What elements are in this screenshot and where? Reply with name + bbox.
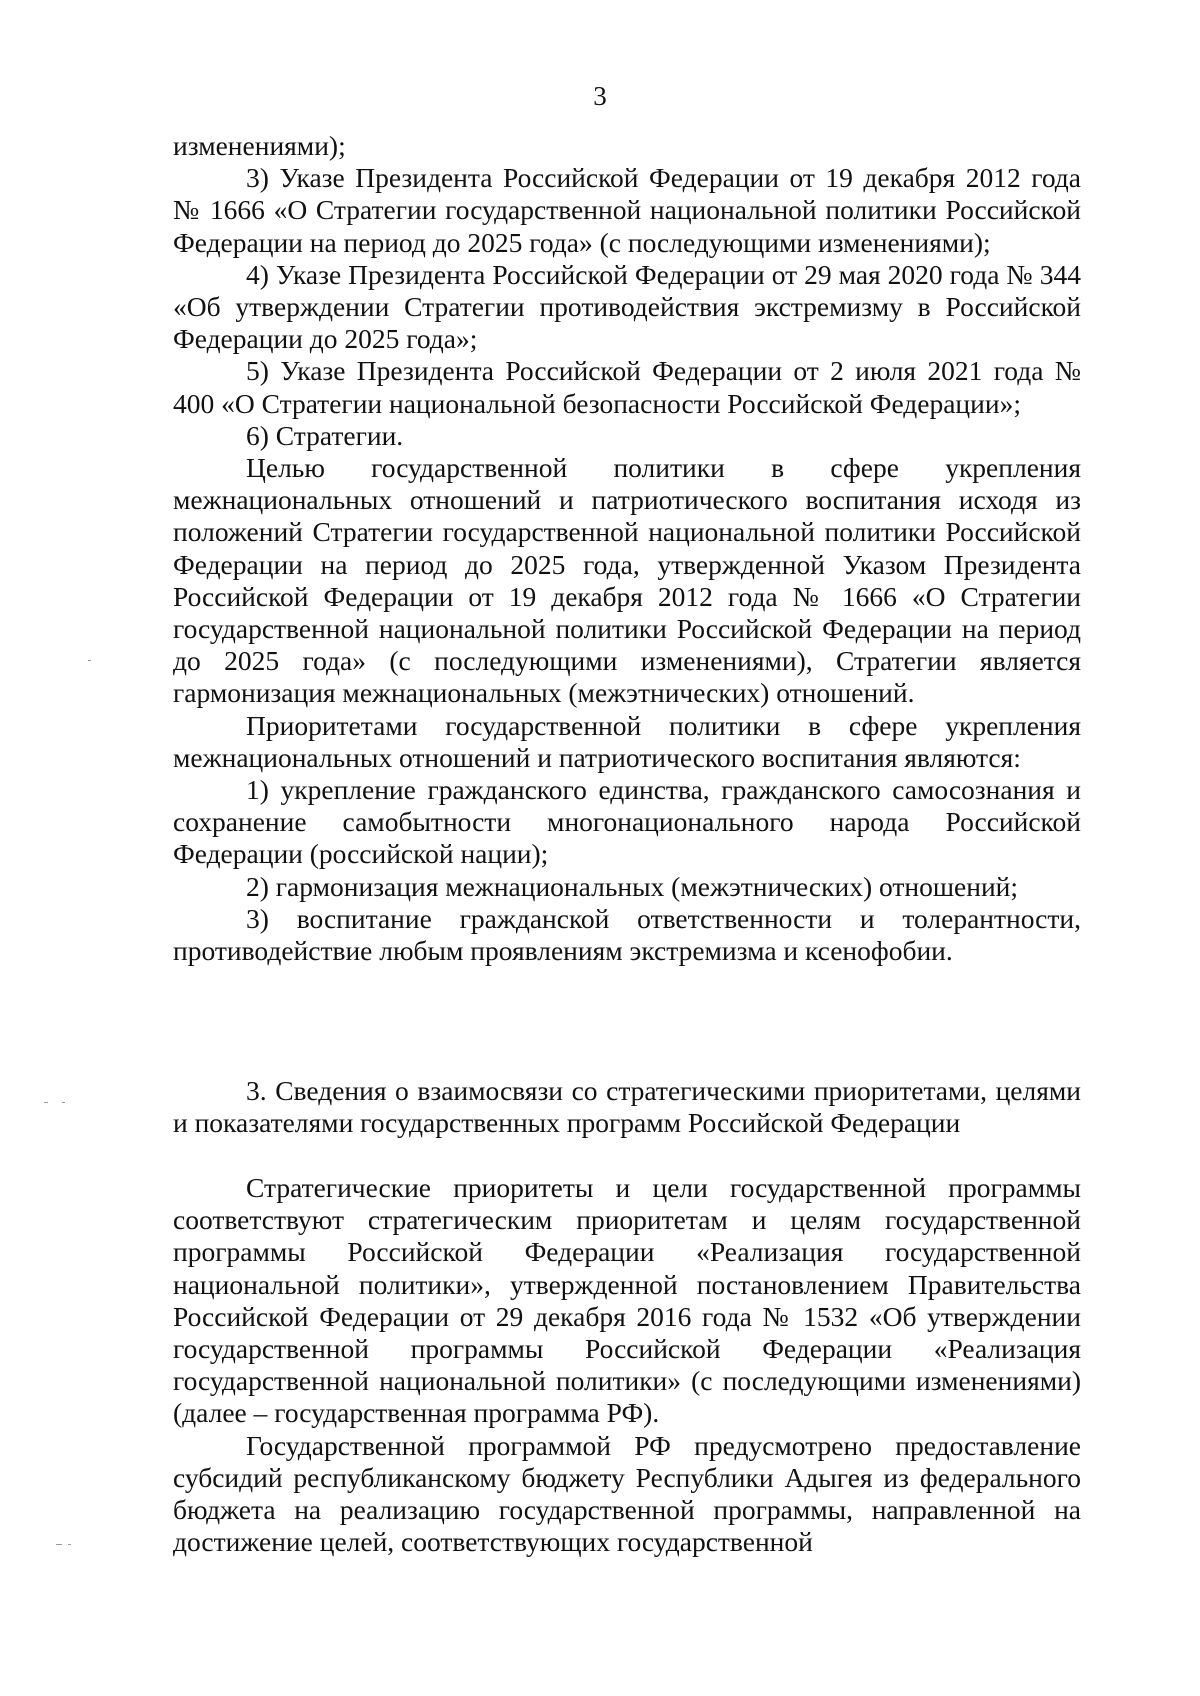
section-heading-text: 3. Сведения о взаимосвязи со стратегическими приоритетами, целями и показателями государственных программ Российской Федерации <box>173 1075 1081 1139</box>
scan-artifact <box>44 1102 48 1103</box>
paragraph-continuation: изменениями); <box>173 130 346 161</box>
paragraph-subsidies: Государственной программой РФ предусмотрено предоставление субсидий республиканскому бюджету Республики Адыгея из федерального бюджета на реализацию государственной программы, направленной на достижение целей, соответствующих государственной <box>173 1429 1081 1558</box>
scan-artifact <box>62 1102 65 1103</box>
list-item-strategy: 6) Стратегии. <box>246 419 404 451</box>
page-number: 3 <box>593 81 607 111</box>
list-item-decree-1666: 3) Указе Президента Российской Федерации от 19 декабря 2012 года № 1666 «О Стратегии государственной национальной политики Российской Федерации на период до 2025 года» (с последующими изменениями); <box>173 162 1081 258</box>
priority-item-2: 2) гармонизация межнациональных (межэтнических) отношений; <box>246 870 1019 902</box>
paragraph-strategic-priorities: Стратегические приоритеты и цели государственной программы соответствуют стратегическим приоритетам и целям государственной программы Российской Федерации «Реализация государственной национальной политики», утвержденной постановлением Правительства Российской Федерации от 29 декабря 2016 года № 1532 «Об утверждении государственной программы Российской Федерации «Реализация государственной национальной политики» (с последующими изменениями) (далее – государственная программа РФ). <box>173 1172 1081 1429</box>
paragraph-priorities-intro: Приоритетами государственной политики в сфере укрепления межнациональных отношений и патриотического воспитания являются: <box>173 709 1081 773</box>
body-text-top <box>173 130 1081 967</box>
list-item-decree-400: 5) Указе Президента Российской Федерации от 2 июля 2021 года № 400 «О Стратегии национальной безопасности Российской Федерации»; <box>173 355 1081 419</box>
priority-item-3: 3) воспитание гражданской ответственности и толерантности, противодействие любым проявлениям экстремизма и ксенофобии. <box>173 902 1081 967</box>
priority-item-1: 1) укрепление гражданского единства, гражданского самосознания и сохранение самобытности многонационального народа Российской Федерации (российской нации); <box>173 774 1081 870</box>
scan-artifact <box>56 1544 62 1545</box>
paragraph-policy-goal: Целью государственной политики в сфере укрепления межнациональных отношений и патриотического воспитания исходя из положений Стратегии государственной национальной политики Российской Федерации на период до 2025 года, утвержденной Указом Президента Российской Федерации от 19 декабря 2012 года № 1666 «О Стратегии государственной национальной политики Российской Федерации на период до 2025 года» (с последующими изменениями), Стратегии является гармонизация межнациональных (межэтнических) отношений. <box>173 452 1081 709</box>
scan-artifact <box>68 1544 71 1545</box>
list-item-decree-344: 4) Указе Президента Российской Федерации от 29 мая 2020 года № 344 «Об утверждении Стратегии противодействия экстремизму в Российской Федерации до 2025 года»; <box>173 258 1081 355</box>
body-text-bottom <box>173 1172 1081 1558</box>
section-heading <box>173 1075 1081 1139</box>
scan-artifact <box>88 660 91 661</box>
